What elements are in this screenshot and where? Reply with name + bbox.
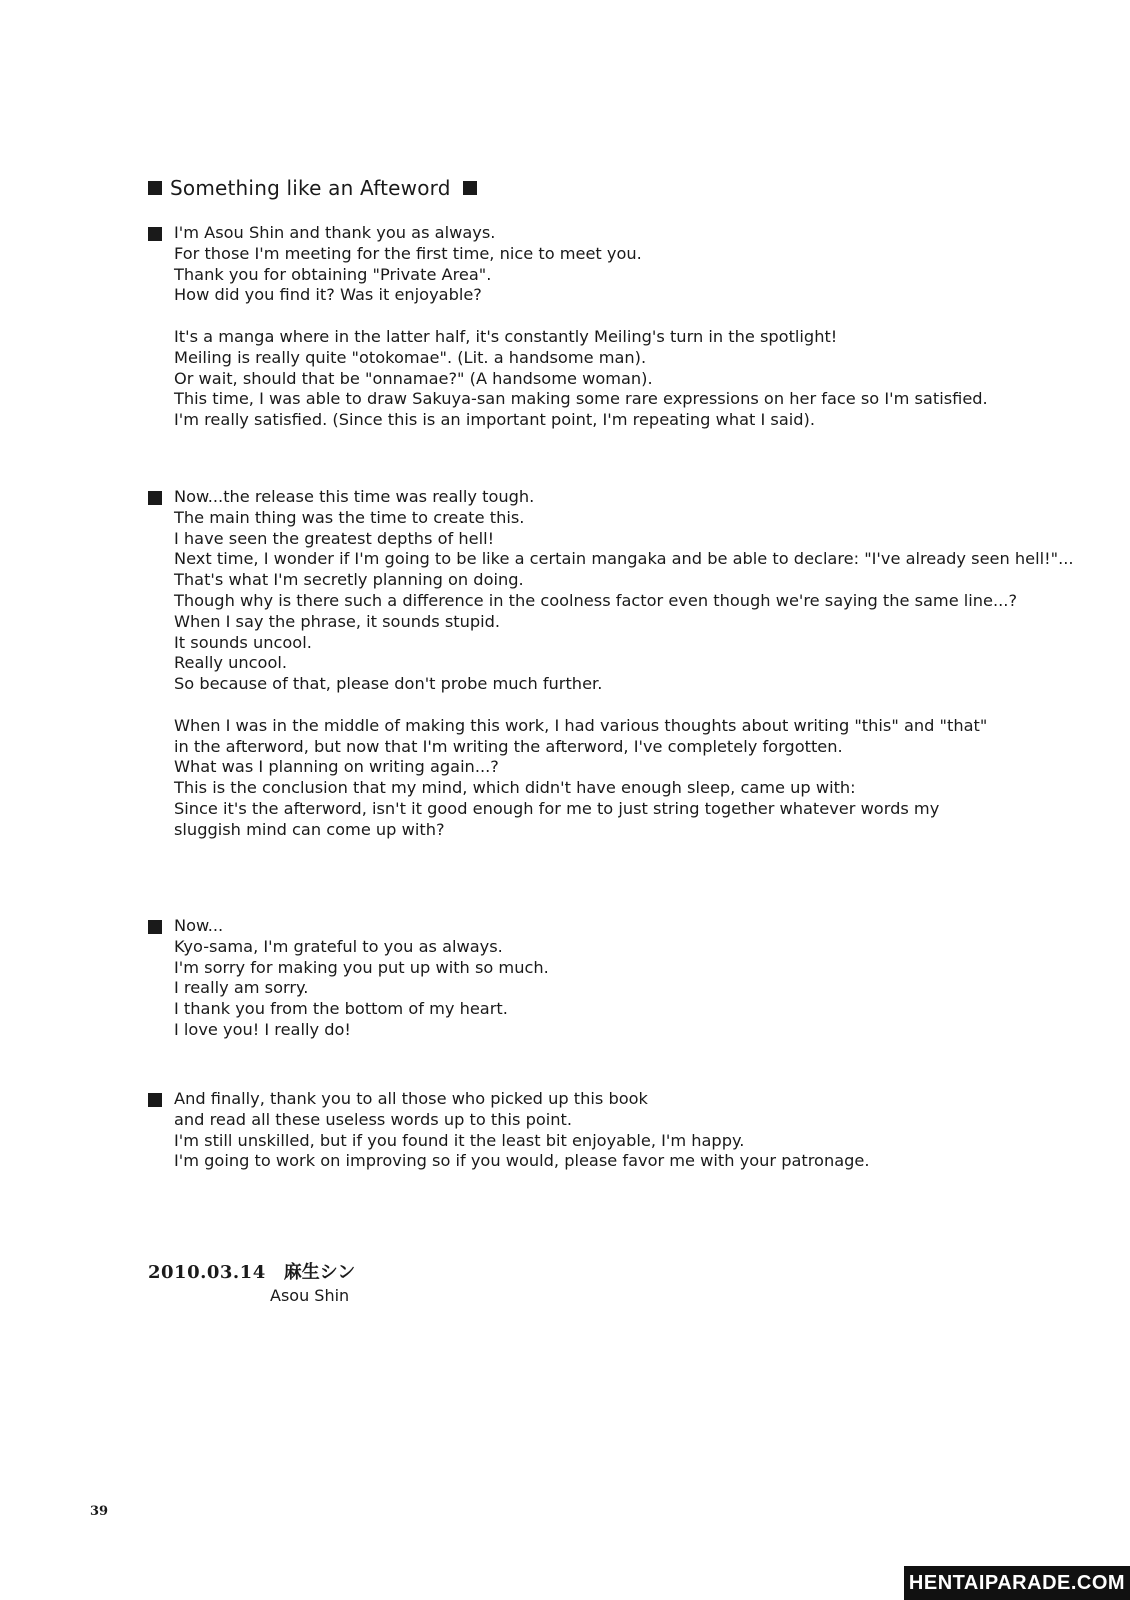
signature-date: 2010.03.14 xyxy=(148,1262,266,1283)
paragraph-lines xyxy=(174,223,1094,431)
text-line: When I say the phrase, it sounds stupid. xyxy=(174,611,501,631)
text-line: And finally, thank you to all those who picked up this book xyxy=(174,1089,648,1108)
text-line: Now... xyxy=(174,916,224,935)
square-bullet-icon xyxy=(148,181,162,195)
text-line: I really am sorry. xyxy=(174,978,309,998)
page-title: Something like an Afteword xyxy=(170,176,451,200)
text-line: This is the conclusion that my mind, which didn't have enough sleep, came up with: xyxy=(174,778,856,798)
square-bullet-icon xyxy=(148,920,162,934)
author-name-japanese: 麻生シン xyxy=(283,1262,356,1283)
paragraph-lines xyxy=(174,487,1094,841)
text-line: sluggish mind can come up with? xyxy=(174,819,445,839)
text-line: Now...the release this time was really tough. xyxy=(174,487,535,506)
signature-block xyxy=(148,1258,356,1305)
text-line: It sounds uncool. xyxy=(174,632,312,652)
text-line: This time, I was able to draw Sakuya-san making some rare expressions on her face so I'm satisfied. xyxy=(174,389,988,409)
text-line: Though why is there such a difference in the coolness factor even though we're saying the same line...? xyxy=(174,590,1018,610)
section-release xyxy=(148,487,1098,847)
text-line: Meiling is really quite "otokomae". (Lit. a handsome man). xyxy=(174,347,647,367)
text-line: Really uncool. xyxy=(174,653,287,673)
page-number: 39 xyxy=(90,1504,109,1519)
watermark-text: HENTAIPARADE.COM xyxy=(908,1571,1126,1594)
square-bullet-icon xyxy=(148,1093,162,1107)
text-line: For those I'm meeting for the first time, nice to meet you. xyxy=(174,243,642,263)
paragraph-spacer xyxy=(174,306,1094,327)
text-line: I'm Asou Shin and thank you as always. xyxy=(174,223,496,242)
text-line: When I was in the middle of making this work, I had various thoughts about writing "this" and "that" xyxy=(174,715,988,735)
author-name-romaji: Asou Shin xyxy=(270,1286,350,1305)
text-line: Kyo-sama, I'm grateful to you as always. xyxy=(174,936,503,956)
section-thanks-kyo xyxy=(148,916,1098,1046)
text-line: I'm going to work on improving so if you would, please favor me with your patronage. xyxy=(174,1151,870,1171)
text-line: and read all these useless words up to this point. xyxy=(174,1109,573,1129)
text-line: Since it's the afterword, isn't it good enough for me to just string together whatever words my xyxy=(174,798,940,818)
square-bullet-icon xyxy=(148,227,162,241)
text-line: I thank you from the bottom of my heart. xyxy=(174,999,508,1019)
paragraph-lines xyxy=(174,916,1094,1041)
text-line: Next time, I wonder if I'm going to be like a certain mangaka and be able to declare: "I've already seen hell!"... xyxy=(174,549,1074,569)
text-line: So because of that, please don't probe much further. xyxy=(174,674,603,694)
text-line: I'm sorry for making you put up with so much. xyxy=(174,957,549,977)
paragraph-spacer xyxy=(174,695,1094,716)
paragraph-lines xyxy=(174,1089,1094,1172)
section-final-thanks xyxy=(148,1089,1098,1179)
signature-date-row xyxy=(148,1258,355,1284)
watermark-banner xyxy=(904,1566,1130,1600)
text-line: Or wait, should that be "onnamae?" (A handsome woman). xyxy=(174,368,653,388)
text-line: in the afterword, but now that I'm writing the afterword, I've completely forgotten. xyxy=(174,736,843,756)
section-greeting xyxy=(148,223,1098,433)
text-line: I'm really satisfied. (Since this is an important point, I'm repeating what I said). xyxy=(174,410,816,430)
text-line: It's a manga where in the latter half, it's constantly Meiling's turn in the spotlight! xyxy=(174,326,838,346)
text-line: How did you find it? Was it enjoyable? xyxy=(174,285,482,305)
square-bullet-icon xyxy=(463,181,477,195)
text-line: Thank you for obtaining "Private Area". xyxy=(174,264,492,284)
text-line: I love you! I really do! xyxy=(174,1019,351,1039)
afterword-heading xyxy=(148,176,477,200)
text-line: That's what I'm secretly planning on doing. xyxy=(174,570,524,590)
text-line: What was I planning on writing again...? xyxy=(174,757,499,777)
text-line: I have seen the greatest depths of hell! xyxy=(174,528,495,548)
text-line: I'm still unskilled, but if you found it the least bit enjoyable, I'm happy. xyxy=(174,1130,745,1150)
square-bullet-icon xyxy=(148,491,162,505)
text-line: The main thing was the time to create this. xyxy=(174,507,525,527)
